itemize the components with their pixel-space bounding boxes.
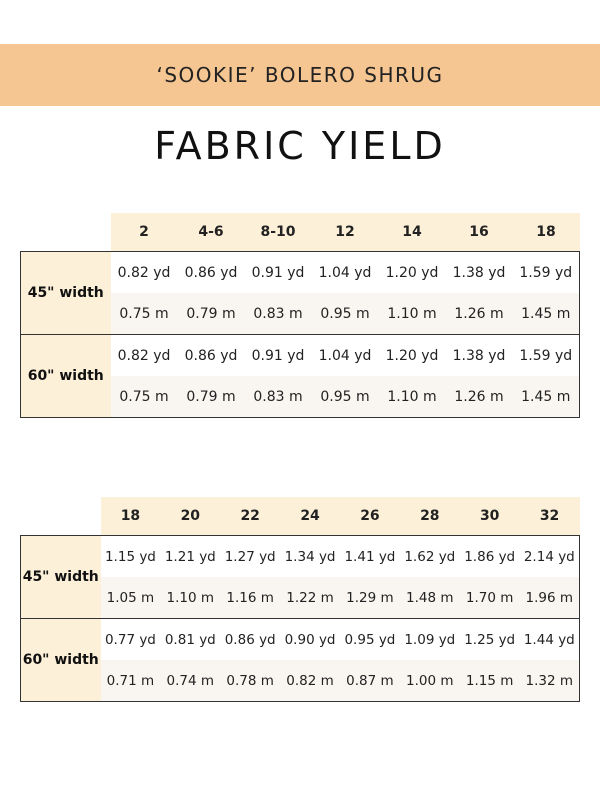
yield-yards: 0.82 yd — [111, 252, 178, 294]
yield-yards: 1.59 yd — [513, 335, 580, 377]
yield-meters: 0.82 m — [280, 660, 340, 702]
yield-meters: 0.75 m — [111, 293, 178, 335]
yield-meters: 0.79 m — [178, 376, 245, 418]
size-header: 30 — [460, 497, 520, 536]
yield-meters: 1.10 m — [379, 376, 446, 418]
yield-meters: 1.00 m — [400, 660, 460, 702]
yield-yards: 0.86 yd — [178, 252, 245, 294]
yield-yards: 1.38 yd — [446, 252, 513, 294]
yield-yards: 0.90 yd — [280, 619, 340, 661]
yield-yards: 0.86 yd — [220, 619, 280, 661]
table-row-yards — [21, 335, 580, 377]
fabric-width-label: 45" width — [21, 252, 111, 335]
fabric-width-label: 45" width — [21, 536, 101, 619]
table-row-meters — [21, 660, 580, 702]
yield-yards: 0.91 yd — [245, 252, 312, 294]
yield-yards: 1.38 yd — [446, 335, 513, 377]
yield-yards: 1.86 yd — [460, 536, 520, 578]
yield-meters: 1.29 m — [340, 577, 400, 619]
yield-meters: 0.83 m — [245, 293, 312, 335]
size-header: 2 — [111, 213, 178, 252]
yield-meters: 1.96 m — [520, 577, 580, 619]
yield-yards: 1.15 yd — [101, 536, 161, 578]
yield-meters: 0.95 m — [312, 376, 379, 418]
size-header: 8-10 — [245, 213, 312, 252]
yield-meters: 1.16 m — [220, 577, 280, 619]
header-corner — [21, 497, 101, 536]
yield-meters: 0.87 m — [340, 660, 400, 702]
yield-yards: 0.81 yd — [160, 619, 220, 661]
yield-yards: 1.21 yd — [160, 536, 220, 578]
size-header: 18 — [513, 213, 580, 252]
yield-yards: 1.25 yd — [460, 619, 520, 661]
fabric-yield-table-large-sizes — [20, 497, 580, 702]
yield-yards: 1.20 yd — [379, 252, 446, 294]
table-row-yards — [21, 252, 580, 294]
yield-yards: 1.09 yd — [400, 619, 460, 661]
size-header: 26 — [340, 497, 400, 536]
fabric-width-label: 60" width — [21, 335, 111, 418]
yield-yards: 0.95 yd — [340, 619, 400, 661]
yield-meters: 1.45 m — [513, 293, 580, 335]
yield-meters: 0.78 m — [220, 660, 280, 702]
yield-meters: 0.95 m — [312, 293, 379, 335]
yield-yards: 0.91 yd — [245, 335, 312, 377]
yield-meters: 1.45 m — [513, 376, 580, 418]
size-header: 20 — [160, 497, 220, 536]
size-header-row — [21, 497, 580, 536]
size-header: 24 — [280, 497, 340, 536]
fabric-yield-table-small-sizes — [20, 213, 580, 418]
size-header: 4-6 — [178, 213, 245, 252]
size-header: 22 — [220, 497, 280, 536]
yield-yards: 1.34 yd — [280, 536, 340, 578]
yield-yards: 1.27 yd — [220, 536, 280, 578]
yield-meters: 1.15 m — [460, 660, 520, 702]
yield-yards: 2.14 yd — [520, 536, 580, 578]
yield-meters: 1.10 m — [379, 293, 446, 335]
yield-meters: 1.70 m — [460, 577, 520, 619]
yield-meters: 1.26 m — [446, 376, 513, 418]
yield-yards: 0.82 yd — [111, 335, 178, 377]
yield-meters: 1.05 m — [101, 577, 161, 619]
yield-yards: 1.44 yd — [520, 619, 580, 661]
size-header: 18 — [101, 497, 161, 536]
yield-yards: 0.86 yd — [178, 335, 245, 377]
yield-yards: 1.62 yd — [400, 536, 460, 578]
pattern-name: ‘SOOKIE’ BOLERO SHRUG — [156, 63, 444, 87]
yield-meters: 1.32 m — [520, 660, 580, 702]
pattern-name-banner — [0, 44, 600, 106]
yield-yards: 1.04 yd — [312, 335, 379, 377]
yield-yards: 1.04 yd — [312, 252, 379, 294]
yield-meters: 0.71 m — [101, 660, 161, 702]
yield-yards: 0.77 yd — [101, 619, 161, 661]
yield-meters: 1.26 m — [446, 293, 513, 335]
size-header: 14 — [379, 213, 446, 252]
yield-meters: 1.22 m — [280, 577, 340, 619]
yield-yards: 1.59 yd — [513, 252, 580, 294]
yield-meters: 0.83 m — [245, 376, 312, 418]
table-row-yards — [21, 536, 580, 578]
table-row-meters — [21, 577, 580, 619]
yield-meters: 1.10 m — [160, 577, 220, 619]
size-header: 16 — [446, 213, 513, 252]
size-header: 32 — [520, 497, 580, 536]
size-header: 12 — [312, 213, 379, 252]
size-header: 28 — [400, 497, 460, 536]
yield-meters: 0.79 m — [178, 293, 245, 335]
yield-yards: 1.20 yd — [379, 335, 446, 377]
size-header-row — [21, 213, 580, 252]
header-corner — [21, 213, 111, 252]
yield-yards: 1.41 yd — [340, 536, 400, 578]
page-title: FABRIC YIELD — [154, 124, 446, 168]
yield-meters: 1.48 m — [400, 577, 460, 619]
yield-meters: 0.74 m — [160, 660, 220, 702]
fabric-width-label: 60" width — [21, 619, 101, 702]
table-row-yards — [21, 619, 580, 661]
yield-meters: 0.75 m — [111, 376, 178, 418]
